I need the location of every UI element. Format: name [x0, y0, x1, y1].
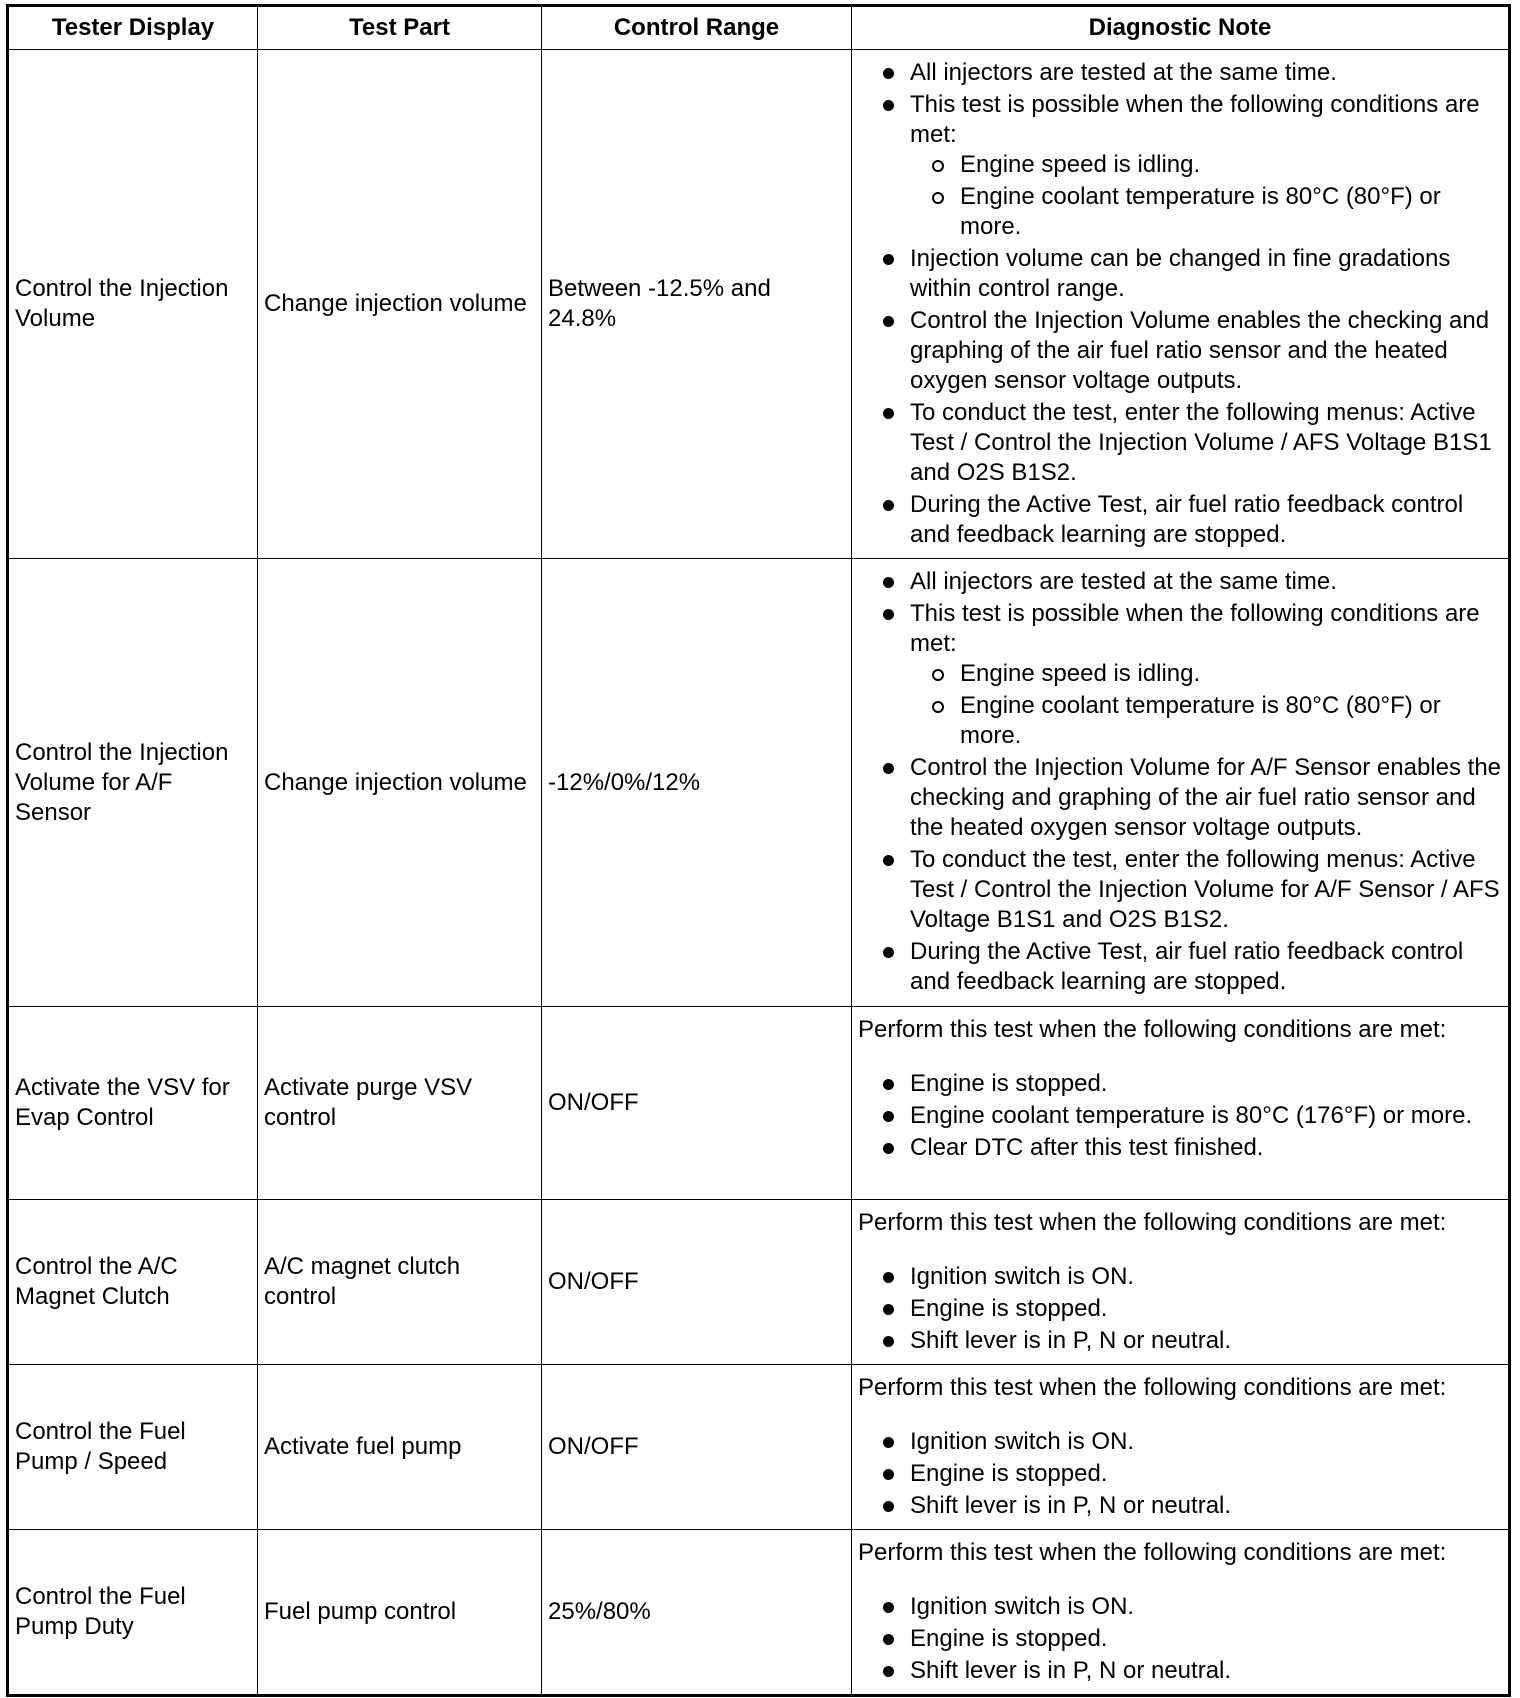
note-item: All injectors are tested at the same time. — [858, 58, 1502, 88]
diagnostic-note-cell — [852, 1200, 1510, 1365]
test-part-cell: Activate fuel pump — [258, 1365, 542, 1530]
test-part-cell: A/C magnet clutch control — [258, 1200, 542, 1365]
note-item-text: This test is possible when the following conditions are met: — [910, 600, 1480, 657]
diagnostic-note-cell — [852, 1365, 1510, 1530]
note-item: Shift lever is in P, N or neutral. — [858, 1491, 1502, 1521]
note-item: Ignition switch is ON. — [858, 1592, 1502, 1622]
note-item: Engine is stopped. — [858, 1069, 1502, 1099]
note-item: During the Active Test, air fuel ratio feedback control and feedback learning are stopped. — [858, 490, 1502, 550]
header-test-part: Test Part — [258, 6, 542, 50]
note-item: Control the Injection Volume enables the checking and graphing of the air fuel ratio sensor and the heated oxygen sensor voltage outputs. — [858, 306, 1502, 396]
tester-display-cell: Control the Injection Volume for A/F Sensor — [8, 559, 258, 1007]
test-part-cell: Activate purge VSV control — [258, 1007, 542, 1200]
header-tester-display: Tester Display — [8, 6, 258, 50]
note-item: Control the Injection Volume for A/F Sensor enables the checking and graphing of the air fuel ratio sensor and the heated oxygen sensor voltage outputs. — [858, 753, 1502, 843]
note-list — [858, 1262, 1502, 1356]
test-part-cell: Change injection volume — [258, 50, 542, 559]
note-item: To conduct the test, enter the following menus: Active Test / Control the Injection Volume for A/F Sensor / AFS Voltage B1S1 and O2S B1S2. — [858, 845, 1502, 935]
note-list — [858, 58, 1502, 550]
sub-note-list — [858, 150, 1502, 242]
note-intro: Perform this test when the following conditions are met: — [858, 1374, 1447, 1401]
note-item: Ignition switch is ON. — [858, 1427, 1502, 1457]
control-range-cell: 25%/80% — [542, 1530, 852, 1696]
sub-note-item: Engine coolant temperature is 80°C (80°F) or more. — [858, 182, 1502, 242]
table-header-row — [8, 6, 1510, 50]
header-diagnostic-note: Diagnostic Note — [852, 6, 1510, 50]
note-item: All injectors are tested at the same time. — [858, 567, 1502, 597]
sub-note-list — [858, 659, 1502, 751]
control-range-cell: ON/OFF — [542, 1200, 852, 1365]
note-item: Injection volume can be changed in fine gradations within control range. — [858, 244, 1502, 304]
note-list — [858, 1427, 1502, 1521]
note-item — [858, 90, 1502, 242]
header-control-range: Control Range — [542, 6, 852, 50]
control-range-cell: ON/OFF — [542, 1007, 852, 1200]
note-item: Engine is stopped. — [858, 1294, 1502, 1324]
table-row — [8, 1530, 1510, 1696]
note-list — [858, 567, 1502, 997]
tester-display-cell: Control the Fuel Pump Duty — [8, 1530, 258, 1696]
note-intro: Perform this test when the following conditions are met: — [858, 1016, 1447, 1043]
note-item: During the Active Test, air fuel ratio feedback control and feedback learning are stopped. — [858, 937, 1502, 997]
note-item: Clear DTC after this test finished. — [858, 1133, 1502, 1163]
diagnostic-note-cell — [852, 559, 1510, 1007]
note-item: Shift lever is in P, N or neutral. — [858, 1326, 1502, 1356]
note-intro: Perform this test when the following conditions are met: — [858, 1209, 1447, 1236]
note-item: Engine is stopped. — [858, 1624, 1502, 1654]
note-item: To conduct the test, enter the following menus: Active Test / Control the Injection Volume / AFS Voltage B1S1 and O2S B1S2. — [858, 398, 1502, 488]
tester-display-cell: Control the A/C Magnet Clutch — [8, 1200, 258, 1365]
note-list — [858, 1069, 1502, 1163]
table-row — [8, 1365, 1510, 1530]
control-range-cell: -12%/0%/12% — [542, 559, 852, 1007]
control-range-cell: ON/OFF — [542, 1365, 852, 1530]
note-item: Engine is stopped. — [858, 1459, 1502, 1489]
diagnostic-note-cell — [852, 50, 1510, 559]
table-row — [8, 50, 1510, 559]
table-row — [8, 1200, 1510, 1365]
note-item — [858, 599, 1502, 751]
sub-note-item: Engine speed is idling. — [858, 659, 1502, 689]
test-part-cell: Fuel pump control — [258, 1530, 542, 1696]
table-row — [8, 559, 1510, 1007]
note-list — [858, 1592, 1502, 1686]
note-item: Ignition switch is ON. — [858, 1262, 1502, 1292]
test-part-cell: Change injection volume — [258, 559, 542, 1007]
control-range-cell: Between -12.5% and 24.8% — [542, 50, 852, 559]
note-intro: Perform this test when the following conditions are met: — [858, 1539, 1447, 1566]
note-item: Shift lever is in P, N or neutral. — [858, 1656, 1502, 1686]
diagnostic-note-cell — [852, 1530, 1510, 1696]
note-item: Engine coolant temperature is 80°C (176°F) or more. — [858, 1101, 1502, 1131]
table-row — [8, 1007, 1510, 1200]
note-item-text: This test is possible when the following conditions are met: — [910, 91, 1480, 148]
tester-display-cell: Control the Fuel Pump / Speed — [8, 1365, 258, 1530]
diagnostic-note-cell — [852, 1007, 1510, 1200]
sub-note-item: Engine coolant temperature is 80°C (80°F) or more. — [858, 691, 1502, 751]
document-page — [6, 4, 1508, 1697]
tester-display-cell: Activate the VSV for Evap Control — [8, 1007, 258, 1200]
tester-display-cell: Control the Injection Volume — [8, 50, 258, 559]
active-test-table — [6, 4, 1511, 1697]
sub-note-item: Engine speed is idling. — [858, 150, 1502, 180]
